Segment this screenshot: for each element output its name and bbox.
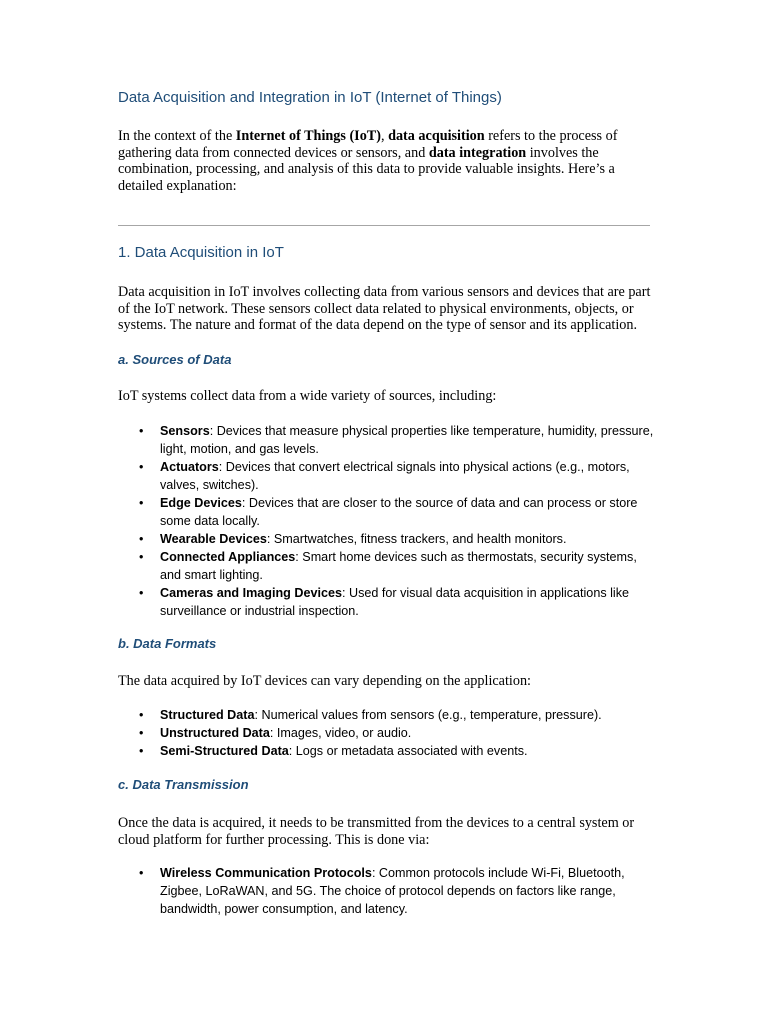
section-heading-acquisition: 1. Data Acquisition in IoT bbox=[118, 244, 284, 261]
list-item-desc: : Devices that are closer to the source of data and can process or store some data locally. bbox=[160, 496, 638, 528]
list-item-desc: : Common protocols include Wi-Fi, Bluetooth, Zigbee, LoRaWAN, and 5G. The choice of protocol depends on factors like range, bandwidth, power consumption, and latency. bbox=[160, 866, 625, 916]
list-item bbox=[118, 422, 658, 458]
subheading-transmission: c. Data Transmission bbox=[118, 777, 249, 792]
list-item-term: Sensors bbox=[160, 424, 210, 438]
bullet-icon: • bbox=[139, 424, 144, 438]
list-item-term: Structured Data bbox=[160, 708, 255, 722]
list-item-term: Unstructured Data bbox=[160, 726, 270, 740]
list-item-term: Cameras and Imaging Devices bbox=[160, 586, 342, 600]
list-item-term: Connected Appliances bbox=[160, 550, 296, 564]
list-item-desc: : Numerical values from sensors (e.g., temperature, pressure). bbox=[254, 708, 602, 722]
list-item bbox=[118, 706, 658, 724]
intro-text-4: involves the combination, processing, and analysis of this data to provide valuable insights. Here’s a detailed explanation: bbox=[118, 144, 615, 194]
list-item-desc: : Devices that convert electrical signals into physical actions (e.g., motors, valves, switches). bbox=[160, 460, 630, 492]
subheading-sources: a. Sources of Data bbox=[118, 352, 232, 367]
bullet-icon: • bbox=[139, 726, 144, 740]
subheading-formats: b. Data Formats bbox=[118, 636, 217, 651]
list-item bbox=[118, 864, 658, 918]
intro-term-data-acquisition: data acquisition bbox=[388, 128, 485, 144]
list-item bbox=[118, 530, 658, 548]
list-item-desc: : Devices that measure physical properties like temperature, humidity, pressure, light, motion, and gas levels. bbox=[160, 424, 654, 456]
intro-paragraph bbox=[118, 128, 652, 194]
list-item bbox=[118, 584, 658, 620]
list-item-term: Wearable Devices bbox=[160, 532, 267, 546]
document-title: Data Acquisition and Integration in IoT (Internet of Things) bbox=[118, 89, 502, 106]
list-item-term: Wireless Communication Protocols bbox=[160, 866, 372, 880]
transmission-intro: Once the data is acquired, it needs to be transmitted from the devices to a central system or cloud platform for further processing. This is done via: bbox=[118, 815, 635, 848]
bullet-icon: • bbox=[139, 866, 144, 880]
list-item-desc: : Used for visual data acquisition in applications like surveillance or industrial inspection. bbox=[160, 586, 630, 618]
list-item bbox=[118, 458, 658, 494]
list-item-desc: : Smart home devices such as thermostats, security systems, and smart lighting. bbox=[160, 550, 637, 582]
list-item-desc: : Images, video, or audio. bbox=[269, 726, 412, 740]
intro-text-1: In the context of the bbox=[118, 128, 236, 144]
list-item bbox=[118, 494, 658, 530]
bullet-icon: • bbox=[139, 744, 144, 758]
list-item-desc: : Logs or metadata associated with events. bbox=[288, 744, 528, 758]
bullet-icon: • bbox=[139, 586, 144, 600]
list-item bbox=[118, 724, 658, 742]
list-item-term: Actuators bbox=[160, 460, 219, 474]
sources-intro: IoT systems collect data from a wide variety of sources, including: bbox=[118, 388, 497, 404]
intro-term-data-integration: data integration bbox=[428, 144, 527, 161]
formats-list bbox=[118, 706, 658, 760]
sources-list bbox=[118, 422, 658, 620]
bullet-icon: • bbox=[139, 550, 144, 564]
intro-term-iot: Internet of Things (IoT) bbox=[235, 128, 381, 144]
transmission-list bbox=[118, 864, 658, 918]
bullet-icon: • bbox=[139, 460, 144, 474]
list-item-desc: : Smartwatches, fitness trackers, and health monitors. bbox=[266, 532, 567, 546]
intro-text-3: refers to the process of gathering data from connected devices or sensors, and bbox=[118, 128, 618, 161]
list-item bbox=[118, 742, 658, 760]
formats-intro: The data acquired by IoT devices can vary depending on the application: bbox=[118, 673, 531, 689]
list-item-term: Edge Devices bbox=[160, 496, 242, 510]
intro-text-2: , bbox=[380, 128, 389, 144]
horizontal-divider bbox=[118, 225, 650, 226]
bullet-icon: • bbox=[139, 708, 144, 722]
bullet-icon: • bbox=[139, 496, 144, 510]
list-item-term: Semi-Structured Data bbox=[160, 744, 289, 758]
acquisition-paragraph: Data acquisition in IoT involves collecting data from various sensors and devices that are part of the IoT network. These sensors collect data related to physical environments, objects, or systems. The nature and format of the data depend on the type of sensor and its application. bbox=[118, 284, 651, 334]
bullet-icon: • bbox=[139, 532, 144, 546]
list-item bbox=[118, 548, 658, 584]
